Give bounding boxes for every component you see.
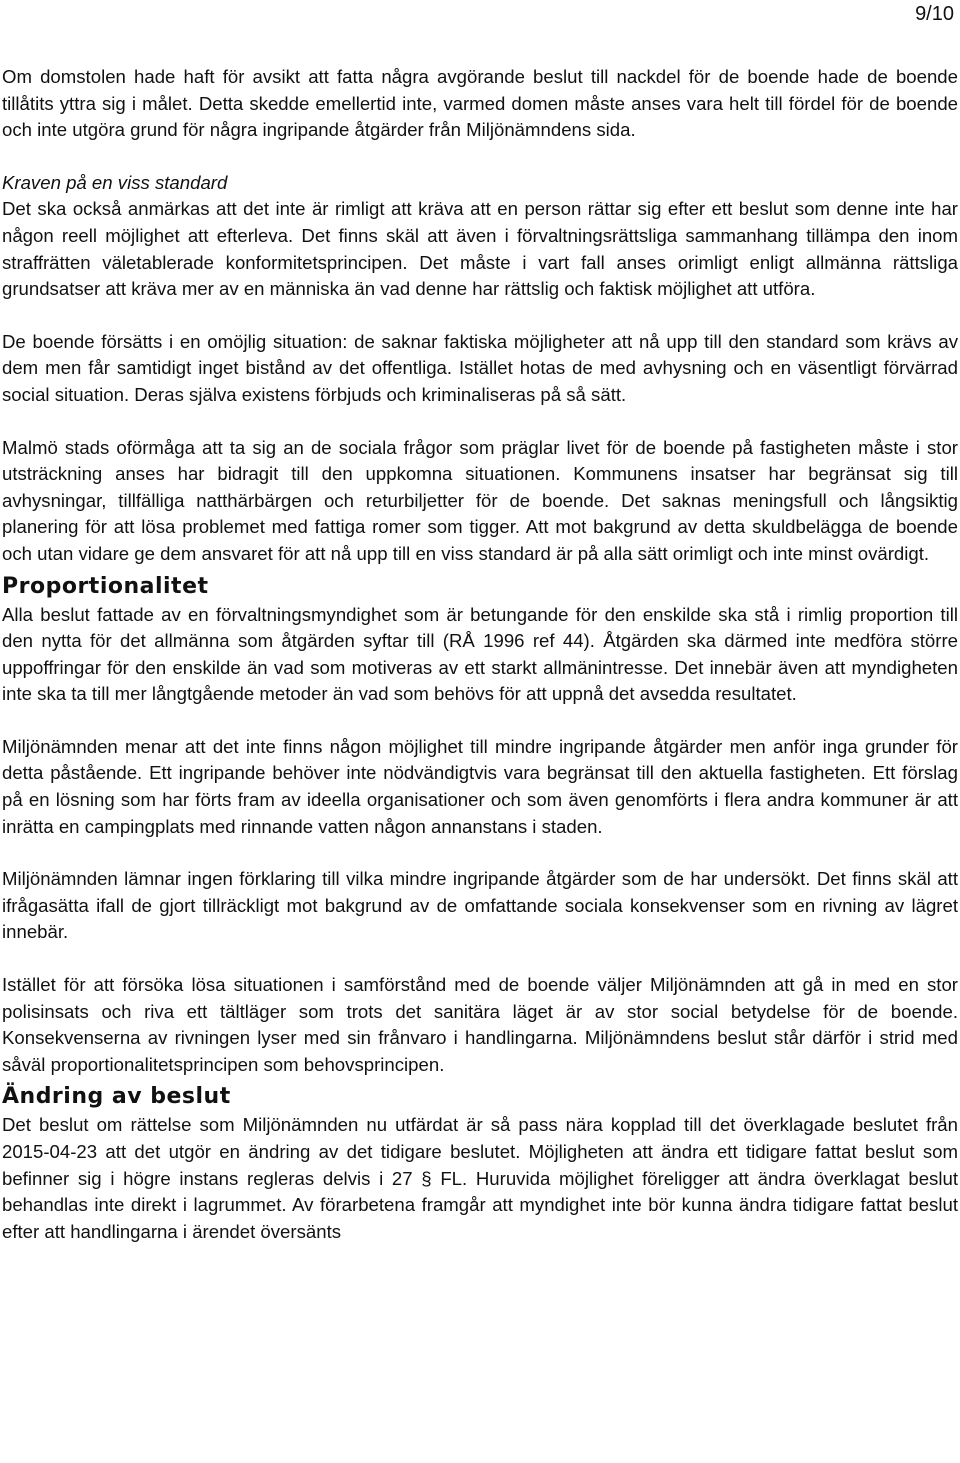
- paragraph-court-intent: Om domstolen hade haft för avsikt att fatta några avgörande beslut till nackdel för de boende hade de boende tillåtits yttra sig i målet. Detta skedde emellertid inte, varmed domen måste anses vara helt till fördel för de boende och inte utgöra grund för några ingripande åtgärder från Miljönämndens sida.: [2, 66, 958, 141]
- page-number: 9/10: [915, 3, 954, 25]
- paragraph-proportionality-rule: Alla beslut fattade av en förvaltningsmyndighet som är betungande för den enskilde ska stå i rimlig proportion till den nytta för det allmänna som åtgärden syftar till (RÅ 1996 ref 44). Åtgärden ska därmed inte medföra större uppoffringar för den enskilde än vad som motiveras av ett starkt allmänintresse. Det innebär även att myndigheten inte ska ta till mer långtgående metoder än vad som behövs för att uppnå det avsedda resultatet.: [2, 603, 958, 705]
- paragraph-malmo-city: Malmö stads oförmåga att ta sig an de sociala frågor som präglar livet för de boende på fastigheten måste i stor utsträckning anses har bidragit till den uppkomna situationen. Kommunens insatser har begränsat sig till avhysningar, tillfälliga natthärbärgen och returbiljetter för de boende. Det saknas meningsfull och långsiktig planering för att lösa problemet med fattiga romer som tigger. Att mot bakgrund av detta skuldbelägga de boende och utan vidare ge dem ansvaret för att nå upp till en viss standard är på alla sätt orimligt och inte minst ovärdigt.: [2, 436, 958, 564]
- paragraph-correction: Det beslut om rättelse som Miljönämnden nu utfärdat är så pass nära kopplad till det överklagade beslutet från 2015-04-23 att det utgör en ändring av det tidigare beslutet. Möjligheten att ändra ett tidigare fattat beslut som befinner sig i högre instans regleras delvis i 27 § FL. Huruvida möjlighet föreligger att ändra överklagat beslut behandlas inte direkt i lagrummet. Av förarbetena framgår att myndighet inte bör kunna ändra tidigare fattat beslut efter att handlingarna i ärendet översänts: [2, 1114, 958, 1242]
- document-body: [2, 64, 958, 1245]
- subheading-standard: Kraven på en viss standard: [2, 171, 228, 193]
- paragraph-police-action: Istället för att försöka lösa situationen i samförstånd med de boende väljer Miljönämnden att gå in med en stor polisinsats och riva ett tältläger som trots det sanitära läget är av stor social betydelse för de boende. Konsekvenserna av rivningen lyser med sin frånvaro i handlingarna. Miljönämndens beslut står därför i strid med såväl proportionalitetsprincipen som behovsprincipen.: [2, 974, 958, 1075]
- heading-decision-change: Ändring av beslut: [2, 1084, 231, 1110]
- paragraph-alternatives: Miljönämnden menar att det inte finns någon möjlighet till mindre ingripande åtgärder men anför inga grunder för detta påstående. Ett ingripande behöver inte nödvändigtvis vara begränsat till den aktuella fastigheten. Ett förslag på en lösning som har förts fram av ideella organisationer och som även genomförts i flera andra kommuner är att inrätta en campingplats med rinnande vatten någon annanstans i staden.: [2, 735, 958, 837]
- paragraph-no-explanation: Miljönämnden lämnar ingen förklaring till vilka mindre ingripande åtgärder som de har undersökt. Det finns skäl att ifrågasätta ifall de gjort tillräckligt mot bakgrund av de omfattande sociala konsekvenser som en rivning av lägret innebär.: [2, 868, 958, 943]
- paragraph-conformity: Det ska också anmärkas att det inte är rimligt att kräva att en person rättar sig efter ett beslut som denne inte har någon reell möjlighet att efterleva. Det finns skäl att även i förvaltningsrättsliga sammanhang tillämpa den inom straffrätten väletablerade konformitetsprincipen. Det måste i vart fall anses orimligt enligt allmänna rättsliga grundsatser att kräva mer av en människa än vad denne har rättslig och faktisk möjlighet att utföra.: [2, 198, 958, 300]
- heading-proportionality: Proportionalitet: [2, 573, 209, 599]
- section-standard: [2, 170, 958, 303]
- paragraph-impossible-situation: De boende försätts i en omöjlig situation: de saknar faktiska möjligheter att nå upp till den standard som krävs av dem men får samtidigt inget bistånd av det offentliga. Istället hotas de med avhysning och en väsentligt förvärrad social situation. Deras själva existens förbjuds och kriminaliseras på så sätt.: [2, 330, 958, 405]
